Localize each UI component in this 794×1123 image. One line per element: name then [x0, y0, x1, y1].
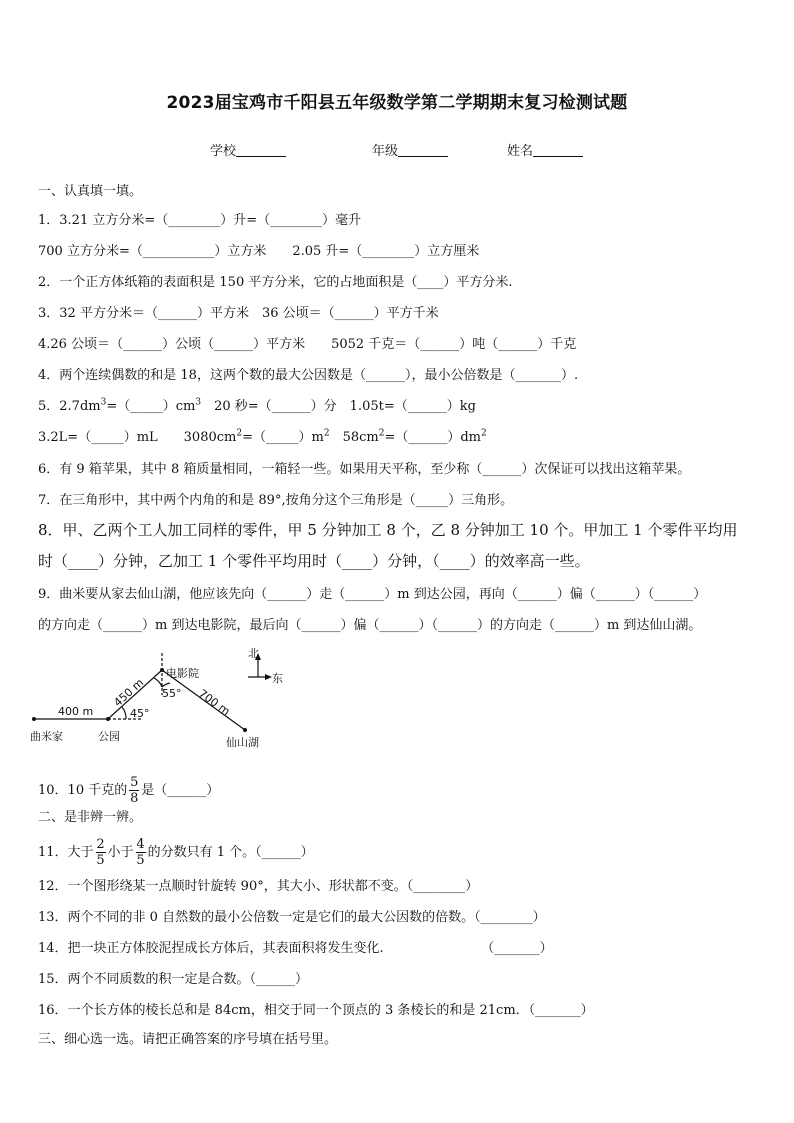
question-5a: [38, 395, 476, 414]
denominator: 5: [136, 853, 145, 868]
home-label: 曲米家: [30, 730, 63, 743]
question-5b: [38, 426, 487, 445]
sup: 2: [236, 428, 243, 439]
section-2-heading: 二、是非辨一辨。: [38, 810, 143, 825]
question-11: [38, 837, 314, 868]
question-9b: 的方向走（______）m 到达电影院，最后向（______）偏（______）（______）的方向走（______）m 到达仙山湖。: [38, 618, 702, 633]
sup: 3: [195, 397, 202, 408]
q5b-part3: 58cm: [329, 430, 379, 445]
q11-prefix: 11．大于: [38, 845, 94, 860]
name-blank: [533, 144, 583, 157]
q5b-part4: =（______）dm: [384, 430, 481, 445]
q5b-part2: =（_____）m: [242, 430, 324, 445]
east-label: 东: [272, 672, 283, 685]
lake-label: 仙山湖: [226, 736, 259, 749]
grade-label: 年级: [372, 144, 399, 159]
section-3-heading: 三、细心选一选。请把正确答案的序号填在括号里。: [38, 1032, 338, 1047]
question-16: 16．一个长方体的棱长总和是 84cm，相交于同一个顶点的 3 条棱长的和是 21cm．（_______）: [38, 1003, 594, 1018]
question-2: 2．一个正方体纸箱的表面积是 150 平方分米，它的占地面积是（____）平方分米.: [38, 275, 513, 290]
question-13: 13．两个不同的非 0 自然数的最小公倍数一定是它们的最大公因数的倍数。（________）: [38, 910, 546, 925]
park-label: 公园: [98, 730, 120, 743]
distance-450: 450 m: [111, 676, 147, 710]
name-field: [507, 140, 583, 159]
route-diagram: [30, 645, 300, 755]
numerator: 2: [96, 837, 105, 852]
angle-55: 55°: [162, 687, 182, 700]
numerator: 4: [136, 837, 145, 852]
grade-blank: [398, 144, 448, 157]
sup: 2: [323, 428, 330, 439]
question-4: 4．两个连续偶数的和是 18，这两个数的最大公因数是（______），最小公倍数是（_______）.: [38, 368, 579, 383]
angle-45: 45°: [130, 707, 150, 720]
question-6: 6．有 9 箱苹果，其中 8 箱质量相同，一箱轻一些。如果用天平称，至少称（______）次保证可以找出这箱苹果。: [38, 462, 691, 477]
denominator: 8: [130, 791, 139, 806]
distance-700: 700 m: [196, 686, 233, 719]
question-10: [38, 775, 219, 806]
q11-suffix: 的分数只有 1 个。（______）: [147, 845, 314, 860]
question-3b: 4.26 公顷＝（______）公顷（______）平方米 5052 千克＝（______）吨（______）千克: [38, 337, 577, 352]
cinema-label: 电影院: [166, 667, 199, 680]
q5a-part1: 5．2.7dm: [38, 399, 101, 414]
distance-400: 400 m: [58, 705, 94, 718]
sup: 3: [100, 397, 107, 408]
school-field: [210, 140, 286, 159]
fraction-2-5: [96, 837, 106, 868]
name-label: 姓名: [507, 144, 534, 159]
question-7: 7．在三角形中，其中两个内角的和是 89°,按角分这个三角形是（_____）三角形。: [38, 493, 514, 508]
school-blank: [236, 144, 286, 157]
fraction-4-5: [136, 837, 146, 868]
page-title: 2023届宝鸡市千阳县五年级数学第二学期期末复习检测试题: [166, 93, 628, 113]
sup: 2: [481, 428, 487, 439]
q10-prefix: 10．10 千克的: [38, 783, 128, 798]
question-1a: 1．3.21 立方分米=（________）升=（________）毫升: [38, 213, 362, 228]
school-label: 学校: [210, 144, 237, 159]
question-12: 12．一个图形绕某一点顺时针旋转 90°，其大小、形状都不变。（________）: [38, 879, 479, 894]
question-3a: 3．32 平方分米＝（______）平方米 36 公顷＝（______）平方千米: [38, 306, 439, 321]
q5a-part3: 20 秒=（______）分 1.05t=（______）kg: [201, 399, 476, 414]
fraction-5-8: [129, 775, 139, 806]
q10-suffix: 是（______）: [141, 783, 220, 798]
section-1-heading: 一、认真填一填。: [38, 184, 143, 199]
grade-field: [372, 140, 448, 159]
q5b-part1: 3.2L=（_____）mL 3080cm: [38, 430, 237, 445]
q5a-part2: =（_____）cm: [106, 399, 196, 414]
sup: 2: [378, 428, 385, 439]
question-9a: 9．曲米要从家去仙山湖，他应该先向（______）走（______）m 到达公园，再向（______）偏（______）（______）: [38, 587, 707, 602]
north-label: 北: [248, 647, 259, 660]
question-15: 15．两个不同质数的积一定是合数。（______）: [38, 972, 309, 987]
question-1b: 700 立方分米=（___________）立方米 2.05 升=（________）立方厘米: [38, 244, 480, 259]
question-14: 14．把一块正方体胶泥捏成长方体后，其表面积将发生变化. （_______）: [38, 941, 553, 956]
q11-middle: 小于: [107, 845, 134, 860]
question-8b: 时（____）分钟，乙加工 1 个零件平均用时（____）分钟，（____）的效率高一些。: [38, 552, 590, 570]
denominator: 5: [96, 853, 105, 868]
question-8a: 8．甲、乙两个工人加工同样的零件，甲 5 分钟加工 8 个，乙 8 分钟加工 10 个。甲加工 1 个零件平均用: [38, 521, 738, 539]
numerator: 5: [130, 775, 139, 790]
